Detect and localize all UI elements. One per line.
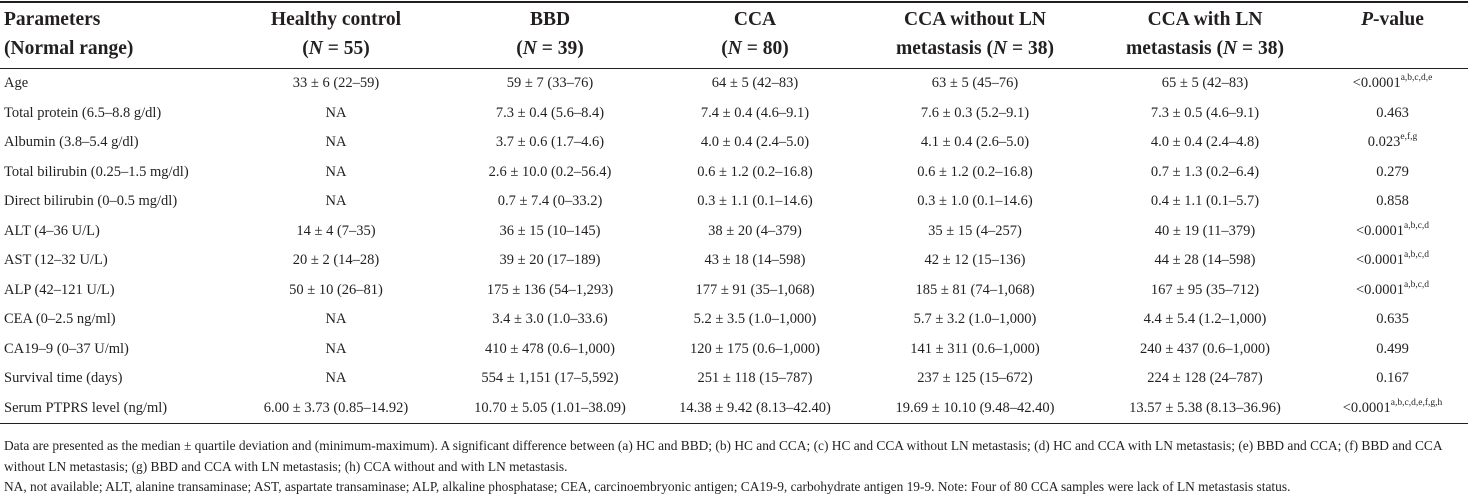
table-row bbox=[0, 246, 1468, 276]
cell-cca-with-ln: 224 ± 128 (24–787) bbox=[1147, 370, 1263, 386]
cell-p-value bbox=[1320, 69, 1465, 99]
cell-cca-with-ln: 0.4 ± 1.1 (0.1–5.7) bbox=[1150, 193, 1260, 209]
p-value-superscript: e,f,g bbox=[1400, 132, 1418, 143]
p-value-text: 0.279 bbox=[1376, 163, 1409, 180]
header-parameters-line2: (Normal range) bbox=[4, 38, 134, 59]
cell-cca: 0.6 ± 1.2 (0.2–16.8) bbox=[697, 163, 813, 180]
cell-cca-with-ln: 40 ± 19 (11–379) bbox=[1154, 222, 1256, 239]
cell-p-value bbox=[1320, 305, 1465, 335]
cell-cca-without-ln: 237 ± 125 (15–672) bbox=[917, 370, 1033, 386]
cell-p-value bbox=[1320, 276, 1465, 306]
cell-parameter: CEA (0–2.5 ng/ml) bbox=[4, 311, 116, 327]
p-value-text: 0.463 bbox=[1376, 104, 1409, 121]
cell-cca-without-ln: 63 ± 5 (45–76) bbox=[931, 75, 1019, 91]
cell-p-value bbox=[1320, 364, 1465, 394]
p-value-text: <0.0001 bbox=[1355, 222, 1404, 239]
cell-cca: 7.4 ± 0.4 (4.6–9.1) bbox=[700, 104, 810, 121]
cell-parameter: AST (12–32 U/L) bbox=[4, 252, 108, 268]
cell-cca-without-ln: 35 ± 15 (4–257) bbox=[928, 222, 1022, 239]
cell-cca-with-ln: 0.7 ± 1.3 (0.2–6.4) bbox=[1150, 163, 1260, 180]
cell-bbd: 10.70 ± 5.05 (1.01–38.09) bbox=[474, 399, 626, 416]
header-cca bbox=[650, 2, 860, 63]
cell-cca-without-ln: 5.7 ± 3.2 (1.0–1,000) bbox=[913, 311, 1037, 327]
cell-healthy-control: 50 ± 10 (26–81) bbox=[289, 281, 383, 298]
table-row bbox=[0, 276, 1468, 306]
cell-cca: 177 ± 91 (35–1,068) bbox=[695, 281, 815, 298]
table-row bbox=[0, 217, 1468, 247]
cell-p-value bbox=[1320, 394, 1465, 424]
cell-cca-with-ln: 13.57 ± 5.38 (8.13–36.96) bbox=[1129, 399, 1281, 416]
cell-p-value bbox=[1320, 158, 1465, 188]
header-parameters bbox=[4, 2, 219, 63]
cell-cca-without-ln: 7.6 ± 0.3 (5.2–9.1) bbox=[920, 104, 1030, 121]
cell-cca: 14.38 ± 9.42 (8.13–42.40) bbox=[679, 399, 831, 416]
bottom-rule bbox=[0, 423, 1468, 424]
cell-bbd: 3.4 ± 3.0 (1.0–33.6) bbox=[492, 311, 608, 327]
p-value-text: 0.167 bbox=[1376, 370, 1409, 386]
cell-healthy-control: NA bbox=[325, 163, 347, 180]
p-value-superscript: a,b,c,d bbox=[1404, 279, 1430, 290]
cell-cca-with-ln: 4.0 ± 0.4 (2.4–4.8) bbox=[1150, 134, 1260, 150]
cell-bbd: 554 ± 1,151 (17–5,592) bbox=[481, 370, 619, 386]
p-value-text: 0.023 bbox=[1367, 134, 1401, 150]
header-cca-without-ln bbox=[860, 2, 1090, 63]
cell-cca-with-ln: 65 ± 5 (42–83) bbox=[1161, 75, 1249, 91]
cell-parameter: Total bilirubin (0.25–1.5 mg/dl) bbox=[4, 163, 189, 180]
header-healthy-control-line2: (N = 55) bbox=[302, 38, 370, 59]
cell-healthy-control: NA bbox=[325, 104, 347, 121]
p-value-text: <0.0001 bbox=[1342, 399, 1391, 416]
table-row bbox=[0, 394, 1468, 424]
cell-cca: 4.0 ± 0.4 (2.4–5.0) bbox=[700, 134, 810, 150]
cell-healthy-control: NA bbox=[325, 340, 347, 357]
cell-healthy-control: NA bbox=[325, 370, 347, 386]
cell-bbd: 3.7 ± 0.6 (1.7–4.6) bbox=[495, 134, 605, 150]
table-row bbox=[0, 187, 1468, 217]
header-cca-with-ln bbox=[1090, 2, 1320, 63]
header-p-value bbox=[1320, 2, 1465, 34]
header-cca-line1: CCA bbox=[733, 9, 777, 30]
cell-p-value bbox=[1320, 217, 1465, 247]
cell-cca: 251 ± 118 (15–787) bbox=[697, 370, 813, 386]
cell-bbd: 7.3 ± 0.4 (5.6–8.4) bbox=[495, 104, 605, 121]
table-row bbox=[0, 158, 1468, 188]
header-cca-with-ln-line1: CCA with LN bbox=[1147, 9, 1263, 30]
cell-parameter: Albumin (3.8–5.4 g/dl) bbox=[4, 134, 139, 150]
table-row bbox=[0, 305, 1468, 335]
header-healthy-control bbox=[222, 2, 450, 63]
header-cca-line2: (N = 80) bbox=[721, 38, 789, 59]
header-bbd-line2: (N = 39) bbox=[516, 38, 584, 59]
p-value-text: 0.635 bbox=[1376, 311, 1409, 327]
cell-healthy-control: NA bbox=[325, 134, 347, 150]
cell-cca-without-ln: 42 ± 12 (15–136) bbox=[924, 252, 1026, 268]
cell-cca: 64 ± 5 (42–83) bbox=[711, 75, 799, 91]
header-cca-without-ln-line1: CCA without LN bbox=[904, 9, 1046, 30]
table-row bbox=[0, 335, 1468, 365]
cell-p-value bbox=[1320, 128, 1465, 158]
header-bbd bbox=[450, 2, 650, 63]
cell-bbd: 36 ± 15 (10–145) bbox=[499, 222, 601, 239]
p-value-superscript: a,b,c,d bbox=[1404, 250, 1430, 261]
p-value-superscript: a,b,c,d,e bbox=[1400, 73, 1433, 84]
p-value-superscript: a,b,c,d bbox=[1404, 220, 1430, 231]
cell-cca-with-ln: 44 ± 28 (14–598) bbox=[1154, 252, 1256, 268]
cell-p-value bbox=[1320, 99, 1465, 129]
cell-bbd: 2.6 ± 10.0 (0.2–56.4) bbox=[488, 163, 612, 180]
cell-cca-without-ln: 0.3 ± 1.0 (0.1–14.6) bbox=[917, 193, 1033, 209]
cell-cca: 120 ± 175 (0.6–1,000) bbox=[690, 340, 820, 357]
p-value-superscript: a,b,c,d,e,f,g,h bbox=[1390, 397, 1443, 408]
cell-bbd: 410 ± 478 (0.6–1,000) bbox=[485, 340, 615, 357]
cell-p-value bbox=[1320, 335, 1465, 365]
header-bbd-line1: BBD bbox=[529, 9, 571, 30]
table-header bbox=[0, 2, 1468, 68]
cell-cca: 38 ± 20 (4–379) bbox=[708, 222, 802, 239]
cell-parameter: ALP (42–121 U/L) bbox=[4, 281, 115, 298]
p-value-text: <0.0001 bbox=[1355, 252, 1404, 268]
cell-healthy-control: 14 ± 4 (7–35) bbox=[296, 222, 376, 239]
cell-parameter: Total protein (6.5–8.8 g/dl) bbox=[4, 104, 162, 121]
header-cca-without-ln-line2: metastasis (N = 38) bbox=[896, 38, 1054, 59]
cell-parameter: Survival time (days) bbox=[4, 370, 123, 386]
footnote-data-description: Data are presented as the median ± quartile deviation and (minimum-maximum). A significant difference between (a) HC and BBD; (b) HC and CCA; (c) HC and CCA without LN metastasis; (d) HC and CCA with LN metastasis; (e) BBD and CCA; (f) BBD and CCA without LN metastasis; (g) BBD and CCA with LN metastasis; (h) CCA without and with LN metastasis. bbox=[4, 438, 1442, 474]
table-row bbox=[0, 364, 1468, 394]
footnote-abbreviations: NA, not available; ALT, alanine transaminase; AST, aspartate transaminase; ALP, alkaline phosphatase; CEA, carcinoembryonic antigen; CA19-9, carbohydrate antigen 19-9. Note: Four of 80 CCA samples were lack of LN metastasis status. bbox=[4, 479, 1291, 494]
cell-bbd: 0.7 ± 7.4 (0–33.2) bbox=[497, 193, 603, 209]
cell-cca-without-ln: 19.69 ± 10.10 (9.48–42.40) bbox=[895, 399, 1055, 416]
cell-cca-without-ln: 185 ± 81 (74–1,068) bbox=[915, 281, 1035, 298]
cell-healthy-control: 33 ± 6 (22–59) bbox=[292, 75, 380, 91]
cell-parameter: CA19–9 (0–37 U/ml) bbox=[4, 340, 129, 357]
table-row bbox=[0, 99, 1468, 129]
p-value-text: 0.499 bbox=[1376, 340, 1409, 357]
header-cca-with-ln-line2: metastasis (N = 38) bbox=[1126, 38, 1284, 59]
cell-healthy-control: NA bbox=[325, 193, 347, 209]
cell-cca: 0.3 ± 1.1 (0.1–14.6) bbox=[697, 193, 813, 209]
table-row bbox=[0, 128, 1468, 158]
cell-parameter: Serum PTPRS level (ng/ml) bbox=[4, 399, 168, 416]
cell-parameter: Age bbox=[4, 75, 29, 91]
cell-cca-without-ln: 0.6 ± 1.2 (0.2–16.8) bbox=[917, 163, 1033, 180]
cell-healthy-control: NA bbox=[325, 311, 347, 327]
cell-cca-without-ln: 141 ± 311 (0.6–1,000) bbox=[910, 340, 1040, 357]
cell-cca: 5.2 ± 3.5 (1.0–1,000) bbox=[693, 311, 817, 327]
p-value-text: <0.0001 bbox=[1355, 281, 1404, 298]
header-p-value-line1: P-value bbox=[1361, 9, 1424, 30]
cell-parameter: Direct bilirubin (0–0.5 mg/dl) bbox=[4, 193, 178, 209]
cell-bbd: 59 ± 7 (33–76) bbox=[506, 75, 594, 91]
cell-healthy-control: 6.00 ± 3.73 (0.85–14.92) bbox=[263, 399, 409, 416]
cell-cca-with-ln: 4.4 ± 5.4 (1.2–1,000) bbox=[1143, 311, 1267, 327]
cell-cca-with-ln: 7.3 ± 0.5 (4.6–9.1) bbox=[1150, 104, 1260, 121]
cell-bbd: 39 ± 20 (17–189) bbox=[499, 252, 601, 268]
cell-p-value bbox=[1320, 187, 1465, 217]
p-value-text: 0.858 bbox=[1376, 193, 1409, 209]
cell-bbd: 175 ± 136 (54–1,293) bbox=[486, 281, 614, 298]
header-healthy-control-line1: Healthy control bbox=[270, 9, 402, 30]
cell-p-value bbox=[1320, 246, 1465, 276]
header-parameters-line1: Parameters bbox=[4, 9, 101, 30]
cell-cca-without-ln: 4.1 ± 0.4 (2.6–5.0) bbox=[920, 134, 1030, 150]
table-row bbox=[0, 69, 1468, 99]
cell-cca-with-ln: 167 ± 95 (35–712) bbox=[1150, 281, 1260, 298]
cell-cca-with-ln: 240 ± 437 (0.6–1,000) bbox=[1140, 340, 1270, 357]
p-value-text: <0.0001 bbox=[1352, 75, 1401, 91]
cell-parameter: ALT (4–36 U/L) bbox=[4, 222, 100, 239]
cell-healthy-control: 20 ± 2 (14–28) bbox=[292, 252, 380, 268]
cell-cca: 43 ± 18 (14–598) bbox=[704, 252, 806, 268]
